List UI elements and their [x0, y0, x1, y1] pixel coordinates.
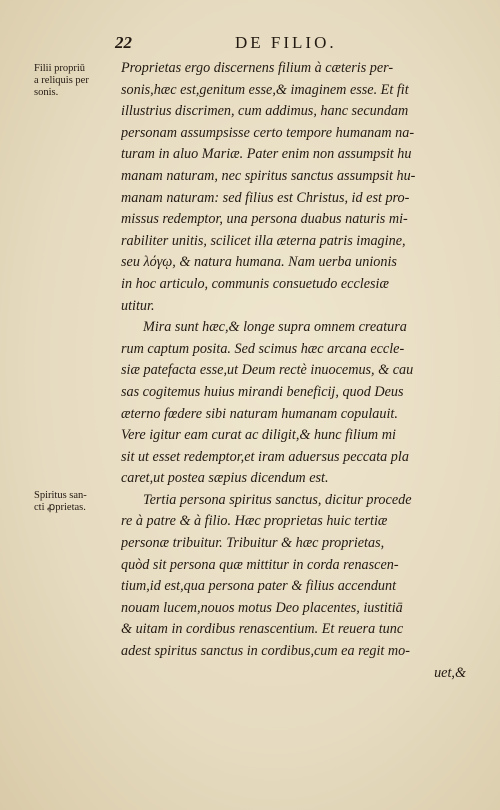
- text-line: illustrius discrimen, cum addimus, hanc secundam: [121, 103, 409, 120]
- text-line: sit ut esset redemptor,et iram aduersus peccata pla: [121, 448, 409, 465]
- text-line: sonis,hæc est,genitum esse,& imaginem esse. Et fit: [121, 81, 409, 98]
- text-line: quòd sit persona quæ mittitur in corda renascen-: [121, 556, 399, 573]
- text-line: personæ tribuitur. Tribuitur & hæc proprietas,: [121, 535, 385, 552]
- text-line: utitur.: [121, 297, 155, 314]
- margin-note-line: a reliquis per: [34, 75, 89, 86]
- text-line: Proprietas ergo discernens filium à cæteris per-: [121, 60, 394, 76]
- margin-note-line: sonis.: [34, 87, 59, 98]
- text-line: manam naturam: sed filius est Christus, id est pro-: [121, 189, 410, 206]
- page-header: [115, 33, 470, 53]
- margin-note-filii: [34, 63, 118, 99]
- text-line: sas cogitemus huius mirandi beneficij, quod Deus: [121, 383, 404, 400]
- text-line: personam assumpsisse certo tempore humanam na-: [121, 124, 415, 141]
- text-line: & uitam in cordibus renascentium. Et reuera tunc: [121, 621, 404, 638]
- text-line: caret,ut postea sæpius dicendum est.: [121, 470, 329, 487]
- text-line: rum captum posita. Sed scimus hæc arcana eccle-: [121, 340, 405, 357]
- text-line: seu λόγῳ, & natura humana. Nam uerba unionis: [121, 254, 397, 271]
- text-line: Tertia persona spiritus sanctus, dicitur procede: [143, 491, 412, 508]
- margin-note-line: Spiritus san-: [34, 490, 87, 501]
- text-line: Vere igitur eam curat ac diligit,& hunc filium mi: [121, 427, 396, 444]
- margin-note-spiritus: [34, 490, 118, 514]
- page-number: 22: [115, 33, 132, 52]
- margin-note-line: cti ꝓprietas.: [34, 502, 86, 513]
- text-line: missus redemptor, una persona duabus naturis mi-: [121, 211, 408, 228]
- text-line: adest spiritus sanctus in cordibus,cum ea regit mo-: [121, 643, 410, 660]
- text-line: uet,&: [434, 664, 466, 681]
- text-line: Mira sunt hæc,& longe supra omnem creatura: [143, 319, 407, 336]
- body-text: [121, 58, 466, 684]
- text-line: nouam lucem,nouos motus Deo placentes, iustitiā: [121, 599, 403, 616]
- text-line: tium,id est,qua persona pater & filius accendunt: [121, 578, 397, 595]
- text-line: æterno fœdere sibi naturam humanam copulauit.: [121, 405, 398, 422]
- text-line: rabiliter unitis, scilicet illa æterna patris imagine,: [121, 232, 406, 249]
- text-line: manam naturam, nec spiritus sanctus assumpsit hu-: [121, 167, 416, 184]
- text-line: turam in aluo Mariæ. Pater enim non assumpsit hu: [121, 146, 412, 163]
- text-line: siæ patefacta esse,ut Deum rectè inuocemus, & cau: [121, 362, 414, 379]
- margin-note-line: Filii propriū: [34, 63, 86, 74]
- running-title: DE FILIO.: [235, 33, 337, 52]
- text-line: in hoc articulo, communis consuetudo ecclesiæ: [121, 275, 389, 292]
- text-line: re à patre & à filio. Hæc proprietas huic tertiæ: [121, 513, 388, 530]
